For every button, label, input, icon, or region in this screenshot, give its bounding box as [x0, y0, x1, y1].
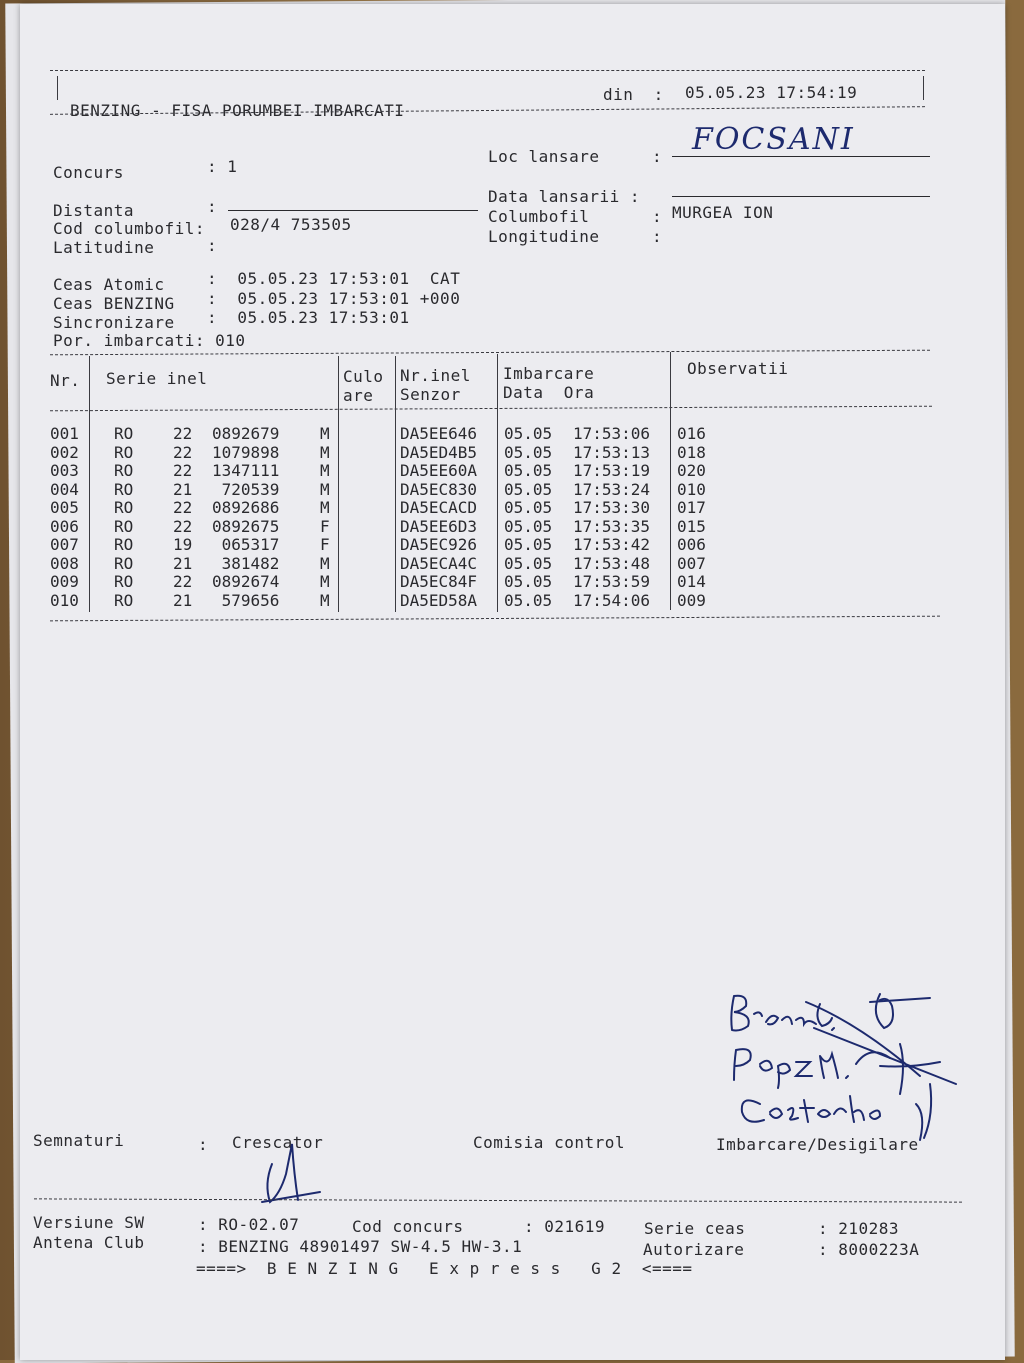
columbofil-value: MURGEA ION [672, 203, 774, 222]
header-left-edge [57, 76, 58, 100]
cell-an: 22 [173, 572, 193, 591]
header-right-edge [923, 76, 924, 100]
cell-obs: 020 [677, 461, 706, 480]
cell-nr: 005 [50, 498, 79, 517]
cell-ora: 17:53:59 [573, 572, 651, 591]
cell-obs: 007 [677, 553, 706, 573]
cell-senzor: DA5EC84F [400, 572, 478, 591]
cell-inel: 065317 [212, 535, 280, 554]
sincronizare-label: Sincronizare [53, 313, 175, 332]
sincronizare-value: : 05.05.23 17:53:01 [207, 308, 410, 327]
col-header-observatii: Observatii [687, 359, 789, 378]
cell-obs: 014 [677, 572, 706, 591]
cell-ora: 17:54:06 [573, 590, 651, 610]
cell-nr: 001 [50, 424, 79, 443]
distanta-label: Distanta [53, 201, 135, 220]
cell-sex: F [320, 535, 330, 554]
signature-comisia-label: Comisia control [473, 1133, 625, 1152]
signature-crescator-label: Crescator [232, 1133, 324, 1152]
cell-ora: 17:53:48 [573, 553, 651, 573]
cell-tara: RO [114, 590, 134, 610]
cell-sex: M [320, 498, 330, 517]
cell-inel: 0892686 [212, 498, 280, 517]
cell-data: 05.05 [504, 479, 553, 499]
autorizare-value: : 8000223A [818, 1240, 920, 1259]
col-divider-imbarcare [670, 352, 671, 610]
ceas-atomic-label: Ceas Atomic [53, 275, 165, 294]
cell-tara: RO [114, 479, 134, 499]
signatures-label: Semnaturi [33, 1131, 125, 1150]
cell-data: 05.05 [504, 424, 553, 443]
cell-nr: 004 [50, 479, 79, 499]
cell-obs: 006 [677, 535, 706, 554]
antena-label: Antena Club [33, 1233, 145, 1252]
cell-inel: 0892674 [212, 572, 280, 591]
distanta-sep: : [207, 197, 218, 216]
table-header-bottom-border [50, 406, 932, 412]
cell-nr: 007 [50, 535, 79, 554]
cell-senzor: DA5ECACD [400, 498, 478, 517]
cell-sex: M [320, 572, 330, 591]
data-lansarii-line [672, 196, 930, 197]
table-bottom-border [50, 616, 940, 622]
cell-data: 05.05 [504, 461, 553, 480]
cell-ora: 17:53:19 [573, 461, 651, 480]
col-header-culoare-2: are [343, 386, 374, 405]
cell-sex: M [320, 590, 330, 610]
columbofil-label: Columbofil [488, 207, 590, 226]
cell-sex: M [320, 553, 330, 573]
cell-inel: 579656 [212, 590, 280, 610]
cell-ora: 17:53:06 [573, 424, 651, 443]
cell-an: 22 [173, 498, 193, 517]
col-header-imbarcare: Imbarcare [503, 364, 595, 383]
col-divider-culoare [395, 356, 396, 612]
cell-tara: RO [114, 424, 134, 443]
col-header-data-ora: Data Ora [503, 383, 595, 402]
page-title: BENZING - FISA PORUMBEI IMBARCATI [70, 101, 405, 120]
signatures-sep: : [198, 1135, 209, 1154]
benzing-banner: ====> B E N Z I N G E x p r e s s G 2 <==== [196, 1259, 693, 1278]
cell-inel: 0892679 [212, 424, 280, 443]
antena-value: : BENZING 48901497 SW-4.5 HW-3.1 [198, 1237, 523, 1256]
din-value: 05.05.23 17:54:19 [685, 83, 858, 102]
commission-signatures-drawing [720, 984, 960, 1144]
cell-an: 22 [173, 516, 193, 536]
signature-imbarcare-label: Imbarcare/Desigilare [716, 1135, 919, 1154]
autorizare-label: Autorizare [643, 1240, 745, 1259]
cell-sex: M [320, 461, 330, 480]
latitudine-label: Latitudine [53, 238, 155, 257]
cell-senzor: DA5ECA4C [400, 553, 478, 573]
col-divider-senzor [497, 354, 498, 612]
cell-nr: 002 [50, 442, 79, 462]
cell-sex: M [320, 442, 330, 462]
columbofil-sep: : [652, 207, 663, 226]
cod-columbofil-label: Cod columbofil: [53, 219, 205, 238]
cell-tara: RO [114, 442, 134, 462]
cell-sex: M [320, 479, 330, 499]
cell-nr: 010 [50, 590, 79, 610]
cell-tara: RO [114, 572, 134, 591]
cell-inel: 720539 [212, 479, 280, 499]
cell-ora: 17:53:42 [573, 535, 651, 554]
cell-data: 05.05 [504, 572, 553, 591]
cell-senzor: DA5EE646 [400, 424, 478, 443]
cell-senzor: DA5ED4B5 [400, 442, 478, 462]
cell-tara: RO [114, 461, 134, 480]
col-header-nr-inel: Nr.inel [400, 366, 471, 385]
cell-obs: 018 [677, 442, 706, 462]
cell-sex: F [320, 516, 330, 536]
cod-columbofil-value: 028/4 753505 [230, 215, 352, 234]
col-header-culoare-1: Culo [343, 367, 384, 386]
crescator-signature-drawing [258, 1134, 328, 1209]
distanta-blank-line [228, 210, 478, 211]
document-page [20, 4, 1005, 1360]
cell-tara: RO [114, 553, 134, 573]
col-divider-serie [338, 356, 339, 612]
loc-lansare-sep: : [652, 147, 663, 166]
cell-an: 21 [173, 553, 193, 573]
footer-top-border [34, 1198, 962, 1202]
cell-data: 05.05 [504, 442, 553, 462]
serie-ceas-value: : 210283 [818, 1219, 900, 1238]
col-header-nr: Nr. [50, 371, 81, 390]
cell-inel: 1079898 [212, 442, 280, 462]
table-top-border [50, 350, 930, 356]
cell-obs: 015 [677, 516, 706, 536]
col-header-senzor: Senzor [400, 385, 461, 404]
cell-obs: 016 [677, 424, 706, 443]
loc-lansare-label: Loc lansare [488, 147, 600, 166]
col-divider-nr [89, 356, 90, 612]
cell-tara: RO [114, 498, 134, 517]
por-imbarcati: Por. imbarcati: 010 [53, 331, 246, 350]
cell-nr: 008 [50, 553, 79, 573]
cell-sex: M [320, 424, 330, 443]
cell-obs: 009 [677, 590, 706, 610]
cell-data: 05.05 [504, 535, 553, 554]
cell-senzor: DA5EC926 [400, 535, 478, 554]
ceas-benzing-label: Ceas BENZING [53, 294, 175, 313]
cell-nr: 006 [50, 516, 79, 536]
ceas-benzing-value: : 05.05.23 17:53:01 +000 [207, 289, 461, 308]
cell-nr: 009 [50, 572, 79, 591]
cell-an: 22 [173, 442, 193, 462]
cell-senzor: DA5EE6D3 [400, 516, 478, 536]
cell-tara: RO [114, 535, 134, 554]
versiune-value: : RO-02.07 [198, 1215, 300, 1234]
cell-senzor: DA5EE60A [400, 461, 478, 480]
loc-lansare-line [672, 156, 930, 157]
cell-inel: 381482 [212, 553, 280, 573]
cell-an: 22 [173, 424, 193, 443]
cell-data: 05.05 [504, 516, 553, 536]
col-header-serie-inel: Serie inel [106, 369, 208, 388]
cell-senzor: DA5EC830 [400, 479, 478, 499]
longitudine-sep: : [652, 227, 663, 246]
cell-obs: 010 [677, 479, 706, 499]
latitudine-sep: : [207, 236, 218, 255]
cell-data: 05.05 [504, 498, 553, 517]
cell-ora: 17:53:35 [573, 516, 651, 536]
longitudine-label: Longitudine [488, 227, 600, 246]
loc-lansare-handwritten: FOCSANI [692, 122, 855, 157]
cell-ora: 17:53:13 [573, 442, 651, 462]
cod-concurs-value: : 021619 [524, 1217, 606, 1236]
cell-an: 19 [173, 535, 193, 554]
concurs-label: Concurs [53, 163, 124, 182]
cell-ora: 17:53:24 [573, 479, 651, 499]
data-lansarii-label: Data lansarii : [488, 187, 640, 206]
ceas-atomic-value: : 05.05.23 17:53:01 CAT [207, 269, 461, 288]
header-top-border [50, 70, 925, 71]
cell-an: 21 [173, 479, 193, 499]
cell-nr: 003 [50, 461, 79, 480]
cell-ora: 17:53:30 [573, 498, 651, 517]
cell-senzor: DA5ED58A [400, 590, 478, 610]
cell-data: 05.05 [504, 590, 553, 610]
concurs-value: : 1 [207, 157, 238, 176]
din-label: din : [603, 85, 664, 104]
serie-ceas-label: Serie ceas [644, 1219, 746, 1238]
cell-tara: RO [114, 516, 134, 536]
cell-data: 05.05 [504, 553, 553, 573]
cell-an: 21 [173, 590, 193, 610]
cell-inel: 0892675 [212, 516, 280, 536]
cod-concurs-label: Cod concurs [352, 1217, 464, 1236]
versiune-label: Versiune SW [33, 1213, 145, 1232]
cell-obs: 017 [677, 498, 706, 517]
cell-an: 22 [173, 461, 193, 480]
cell-inel: 1347111 [212, 461, 280, 480]
